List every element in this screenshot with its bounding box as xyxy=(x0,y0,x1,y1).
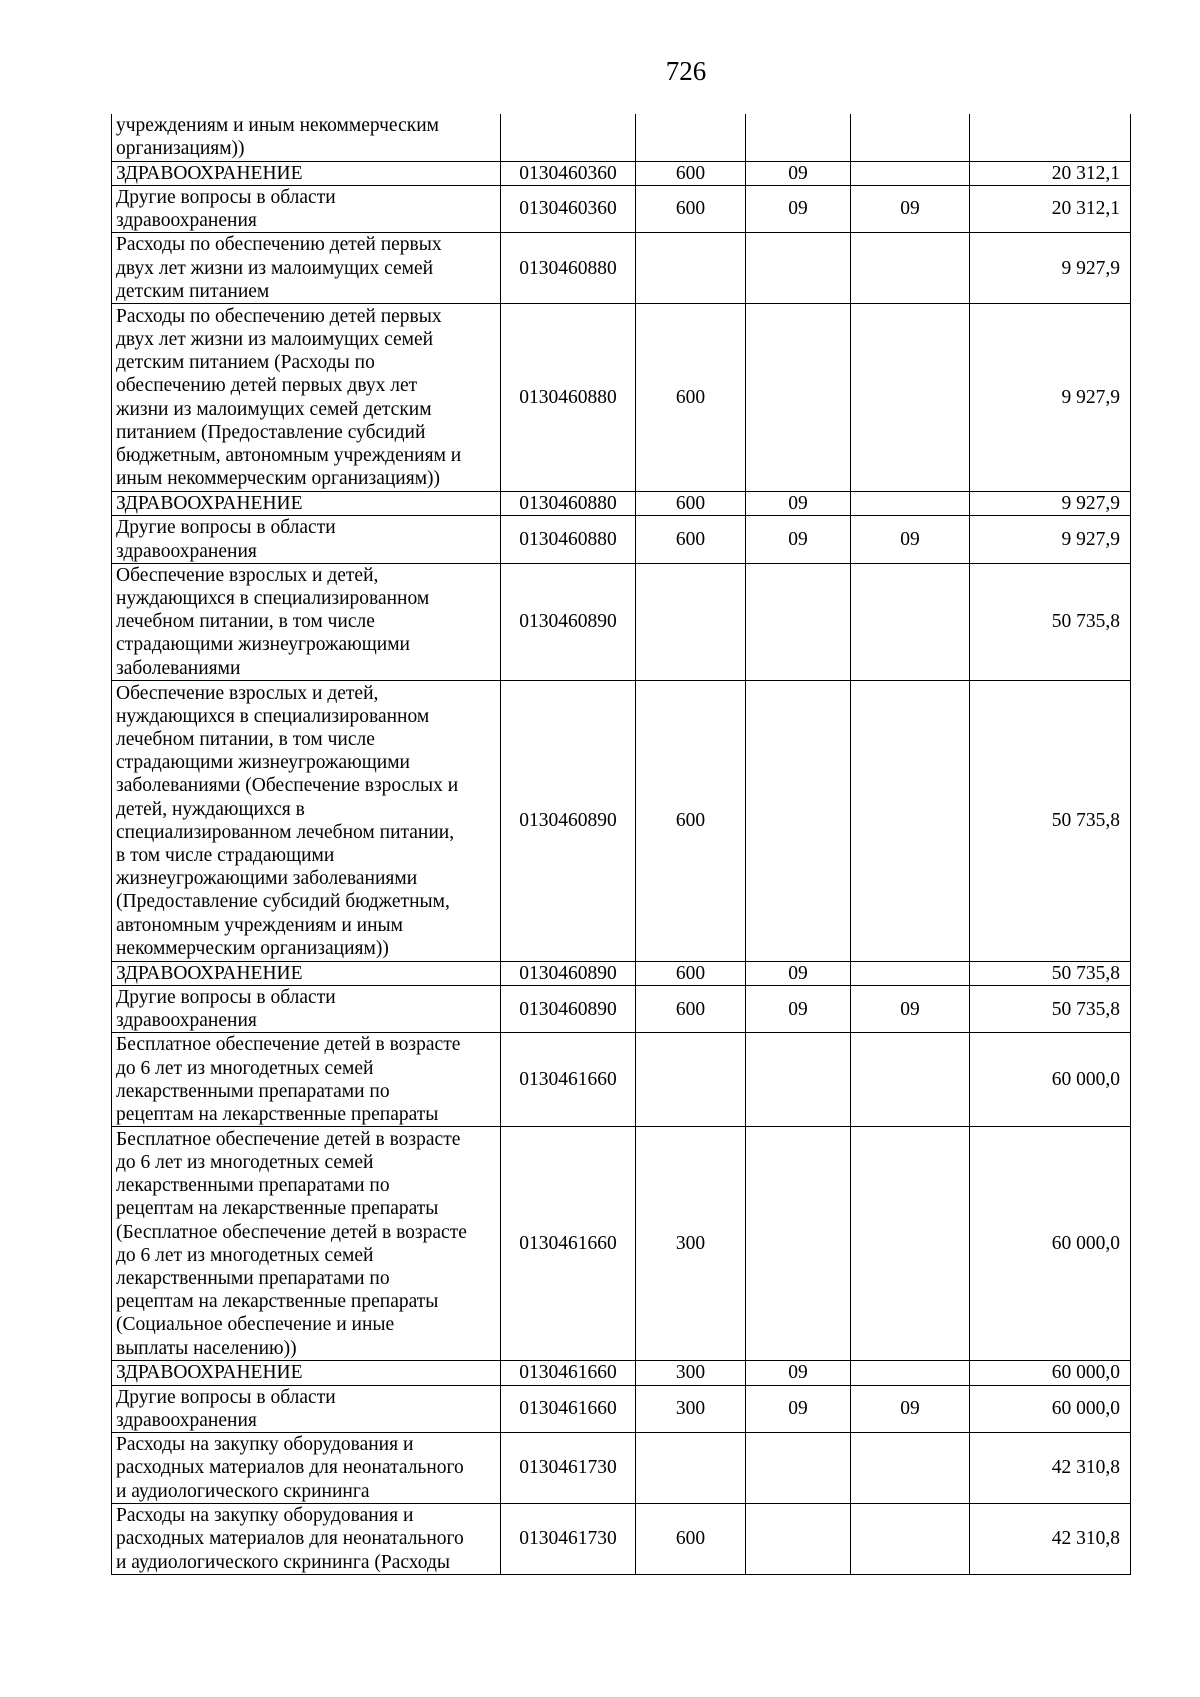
row-subsection-code xyxy=(851,304,970,492)
row-description: Другие вопросы в области здравоохранения xyxy=(112,985,501,1032)
row-section-code xyxy=(746,1503,851,1574)
row-target-article-code: 0130460360 xyxy=(501,161,636,185)
row-subsection-code: 09 xyxy=(851,185,970,232)
row-description: Бесплатное обеспечение детей в возрасте до 6 лет из многодетных семей лекарственными препаратами по рецептам на лекарственные препараты xyxy=(112,1033,501,1127)
row-target-article-code: 0130461730 xyxy=(501,1503,636,1574)
row-amount xyxy=(970,114,1131,161)
row-amount: 50 735,8 xyxy=(970,961,1131,985)
row-expense-type-code: 600 xyxy=(636,492,746,516)
row-description: Обеспечение взрослых и детей, нуждающихся в специализированном лечебном питании, в том числе страдающими жизнеугрожающими заболеваниями xyxy=(112,563,501,680)
row-subsection-code: 09 xyxy=(851,516,970,563)
row-target-article-code: 0130460880 xyxy=(501,516,636,563)
row-subsection-code xyxy=(851,114,970,161)
row-subsection-code: 09 xyxy=(851,1385,970,1432)
row-description: учреждениям и иным некоммерческим организациям)) xyxy=(112,114,501,161)
row-subsection-code xyxy=(851,563,970,680)
table-row xyxy=(112,563,1131,680)
table-row xyxy=(112,961,1131,985)
row-expense-type-code: 600 xyxy=(636,1503,746,1574)
row-amount: 42 310,8 xyxy=(970,1503,1131,1574)
row-expense-type-code: 600 xyxy=(636,161,746,185)
table-row xyxy=(112,233,1131,304)
row-target-article-code: 0130461660 xyxy=(501,1385,636,1432)
row-subsection-code xyxy=(851,1432,970,1503)
row-description: Другие вопросы в области здравоохранения xyxy=(112,185,501,232)
row-expense-type-code: 300 xyxy=(636,1385,746,1432)
row-subsection-code xyxy=(851,1503,970,1574)
table-row xyxy=(112,985,1131,1032)
row-expense-type-code: 600 xyxy=(636,304,746,492)
row-section-code xyxy=(746,233,851,304)
row-section-code xyxy=(746,1127,851,1361)
row-subsection-code xyxy=(851,233,970,304)
budget-table xyxy=(111,114,1131,1575)
table-row xyxy=(112,161,1131,185)
row-subsection-code xyxy=(851,1127,970,1361)
table-row xyxy=(112,516,1131,563)
table-row xyxy=(112,1033,1131,1127)
row-expense-type-code: 600 xyxy=(636,961,746,985)
row-expense-type-code: 600 xyxy=(636,185,746,232)
table-row xyxy=(112,1361,1131,1385)
row-description: ЗДРАВООХРАНЕНИЕ xyxy=(112,492,501,516)
row-description: Другие вопросы в области здравоохранения xyxy=(112,516,501,563)
row-amount: 60 000,0 xyxy=(970,1127,1131,1361)
row-amount: 50 735,8 xyxy=(970,985,1131,1032)
row-section-code: 09 xyxy=(746,161,851,185)
row-amount: 60 000,0 xyxy=(970,1361,1131,1385)
row-section-code: 09 xyxy=(746,985,851,1032)
row-amount: 9 927,9 xyxy=(970,492,1131,516)
row-section-code: 09 xyxy=(746,492,851,516)
table-row xyxy=(112,492,1131,516)
row-amount: 42 310,8 xyxy=(970,1432,1131,1503)
table-row xyxy=(112,1503,1131,1574)
row-amount: 20 312,1 xyxy=(970,161,1131,185)
row-amount: 20 312,1 xyxy=(970,185,1131,232)
row-target-article-code: 0130461730 xyxy=(501,1432,636,1503)
row-target-article-code: 0130460890 xyxy=(501,985,636,1032)
table-row xyxy=(112,304,1131,492)
row-description: Обеспечение взрослых и детей, нуждающихся в специализированном лечебном питании, в том числе страдающими жизнеугрожающими заболеваниями (Обеспечение взрослых и детей, нуждающихся в специализированном лечебном питании, в том числе страдающими жизнеугрожающими заболеваниями (Предоставление субсидий бюджетным, автономным учреждениям и иным некоммерческим организациям)) xyxy=(112,680,501,961)
row-target-article-code: 0130460360 xyxy=(501,185,636,232)
row-amount: 9 927,9 xyxy=(970,304,1131,492)
table-row xyxy=(112,1432,1131,1503)
row-description: ЗДРАВООХРАНЕНИЕ xyxy=(112,1361,501,1385)
row-subsection-code xyxy=(851,1033,970,1127)
row-section-code: 09 xyxy=(746,961,851,985)
row-section-code xyxy=(746,680,851,961)
row-description: Бесплатное обеспечение детей в возрасте до 6 лет из многодетных семей лекарственными препаратами по рецептам на лекарственные препараты (Бесплатное обеспечение детей в возрасте до 6 лет из многодетных семей лекарственными препаратами по рецептам на лекарственные препараты (Социальное обеспечение и иные выплаты населению)) xyxy=(112,1127,501,1361)
row-target-article-code: 0130461660 xyxy=(501,1033,636,1127)
row-subsection-code xyxy=(851,961,970,985)
row-section-code xyxy=(746,114,851,161)
row-subsection-code xyxy=(851,161,970,185)
row-expense-type-code xyxy=(636,233,746,304)
row-expense-type-code: 600 xyxy=(636,985,746,1032)
table-row xyxy=(112,114,1131,161)
row-target-article-code: 0130460890 xyxy=(501,563,636,680)
row-expense-type-code xyxy=(636,114,746,161)
row-expense-type-code xyxy=(636,1033,746,1127)
row-subsection-code xyxy=(851,680,970,961)
row-expense-type-code: 600 xyxy=(636,516,746,563)
row-expense-type-code: 300 xyxy=(636,1127,746,1361)
row-target-article-code: 0130460890 xyxy=(501,680,636,961)
row-section-code: 09 xyxy=(746,1361,851,1385)
row-description: Расходы по обеспечению детей первых двух лет жизни из малоимущих семей детским питанием (Расходы по обеспечению детей первых двух лет жизни из малоимущих семей детским питанием (Предоставление субсидий бюджетным, автономным учреждениям и иным некоммерческим организациям)) xyxy=(112,304,501,492)
table-row xyxy=(112,1385,1131,1432)
row-amount: 60 000,0 xyxy=(970,1385,1131,1432)
row-expense-type-code xyxy=(636,1432,746,1503)
table-row xyxy=(112,680,1131,961)
row-target-article-code: 0130460890 xyxy=(501,961,636,985)
row-target-article-code: 0130461660 xyxy=(501,1361,636,1385)
row-section-code xyxy=(746,563,851,680)
table-row xyxy=(112,1127,1131,1361)
row-expense-type-code: 300 xyxy=(636,1361,746,1385)
row-section-code: 09 xyxy=(746,1385,851,1432)
budget-table-body xyxy=(112,114,1131,1574)
row-section-code xyxy=(746,1432,851,1503)
row-subsection-code: 09 xyxy=(851,985,970,1032)
row-section-code xyxy=(746,1033,851,1127)
row-description: Расходы на закупку оборудования и расходных материалов для неонатального и аудиологического скрининга (Расходы xyxy=(112,1503,501,1574)
row-description: ЗДРАВООХРАНЕНИЕ xyxy=(112,961,501,985)
row-amount: 60 000,0 xyxy=(970,1033,1131,1127)
row-subsection-code xyxy=(851,492,970,516)
row-amount: 50 735,8 xyxy=(970,563,1131,680)
row-target-article-code: 0130460880 xyxy=(501,492,636,516)
table-row xyxy=(112,185,1131,232)
row-amount: 50 735,8 xyxy=(970,680,1131,961)
row-section-code: 09 xyxy=(746,185,851,232)
page-number: 726 xyxy=(665,56,707,86)
row-section-code xyxy=(746,304,851,492)
row-target-article-code: 0130460880 xyxy=(501,304,636,492)
row-description: Расходы по обеспечению детей первых двух лет жизни из малоимущих семей детским питанием xyxy=(112,233,501,304)
row-expense-type-code: 600 xyxy=(636,680,746,961)
row-expense-type-code xyxy=(636,563,746,680)
row-target-article-code xyxy=(501,114,636,161)
row-amount: 9 927,9 xyxy=(970,233,1131,304)
row-section-code: 09 xyxy=(746,516,851,563)
row-description: ЗДРАВООХРАНЕНИЕ xyxy=(112,161,501,185)
row-subsection-code xyxy=(851,1361,970,1385)
row-description: Другие вопросы в области здравоохранения xyxy=(112,1385,501,1432)
row-target-article-code: 0130460880 xyxy=(501,233,636,304)
row-amount: 9 927,9 xyxy=(970,516,1131,563)
row-target-article-code: 0130461660 xyxy=(501,1127,636,1361)
row-description: Расходы на закупку оборудования и расходных материалов для неонатального и аудиологического скрининга xyxy=(112,1432,501,1503)
